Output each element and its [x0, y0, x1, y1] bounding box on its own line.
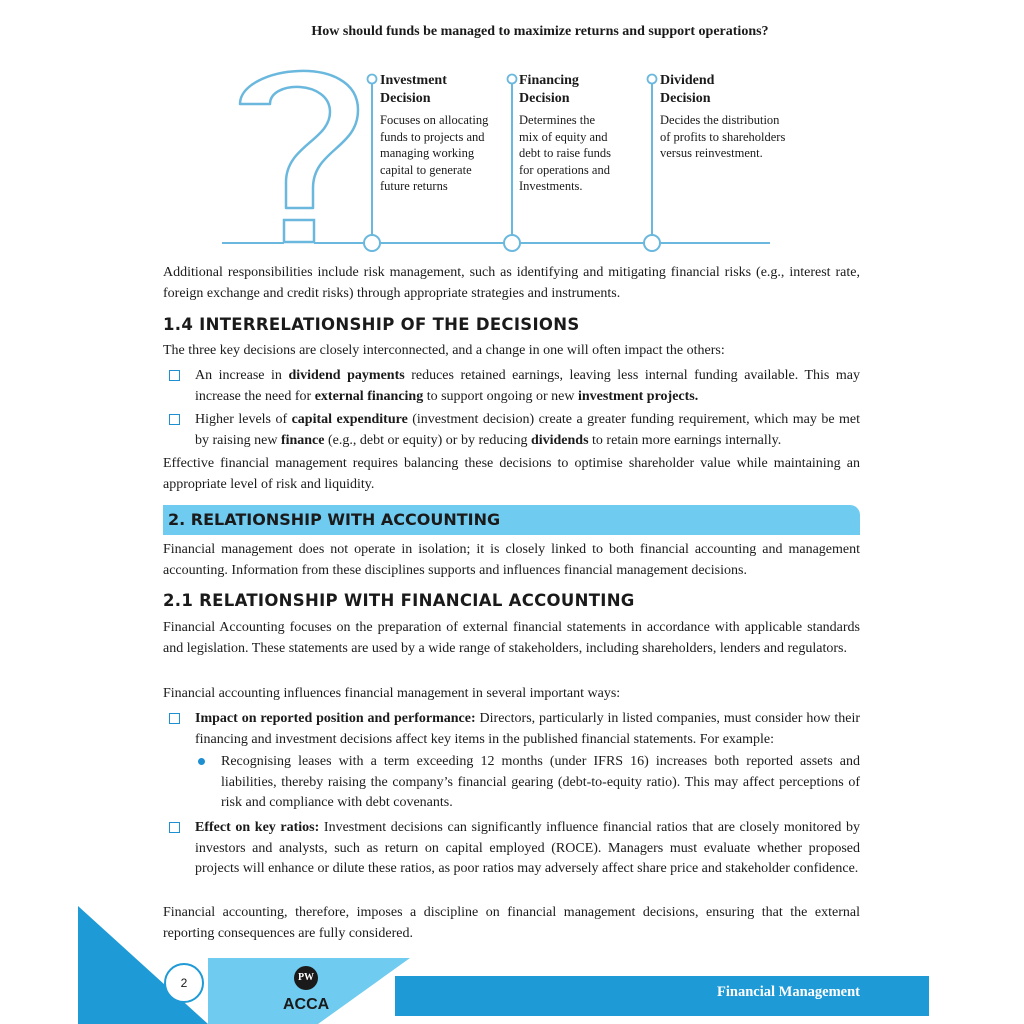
sub-bullet-item: Recognising leases with a term exceeding 12 months (under IFRS 16) increases both reported assets and liabilities, thereby raising the company’s financial gearing (debt-to-equity ratio). This may affect perceptions of risk and compliance with debt covenants. [221, 754, 860, 810]
section-banner [163, 505, 860, 535]
checkbox-bullet-icon [169, 822, 180, 833]
desc-line: debt to raise funds [519, 146, 611, 160]
section-lead: The three key decisions are closely interconnected, and a change in one will often impact the others: [163, 343, 725, 358]
page-question: How should funds be managed to maximize returns and support operations? [311, 24, 769, 39]
bullet-item: Impact on reported position and performance: Directors, particularly in listed companies, must consider how their financing and investment decisions affect key items in the published financial statements. For example: [195, 711, 861, 747]
decision-description [519, 112, 647, 195]
decision-title: Financing [519, 73, 579, 88]
page-number: 2 [164, 963, 204, 1003]
desc-line: Investments. [519, 179, 583, 193]
desc-line: Determines the [519, 113, 596, 127]
decision-description [660, 112, 820, 162]
investment-decision [380, 72, 508, 195]
checkbox-bullet-icon [169, 414, 180, 425]
section-closing: Effective financial management requires balancing these decisions to optimise shareholder value while maintaining an appropriate level of risk and liquidity. [163, 456, 860, 492]
acca-brand: ACCA [283, 996, 330, 1013]
intro-paragraph: Additional responsibilities include risk management, such as identifying and mitigating financial risks (e.g., interest rate, foreign exchange and credit risks) through appropriate strategies and instruments. [163, 265, 860, 301]
decision-title: Decision [519, 91, 570, 106]
desc-line: future returns [380, 179, 448, 193]
pw-logo-icon: PW [294, 966, 318, 990]
desc-line: of profits to shareholders [660, 129, 786, 144]
section-closing: Financial accounting, therefore, imposes a discipline on financial management decisions, ensuring that the external reporting consequences are fully considered. [163, 905, 860, 941]
decision-title: Decision [380, 91, 431, 106]
section-heading: 1.4 INTERRELATIONSHIP OF THE DECISIONS [163, 315, 580, 334]
desc-line: Decides the distribution [660, 113, 780, 127]
desc-line: Focuses on allocating [380, 113, 489, 127]
desc-line: mix of equity and [519, 129, 608, 144]
bullet-item: An increase in dividend payments reduces retained earnings, leaving less internal funding available. This may increase the need for external financing to support ongoing or new investment projects. [195, 368, 861, 404]
circle-bullet-icon [198, 758, 205, 765]
desc-line: capital to generate [380, 162, 472, 177]
section-paragraph: Financial management does not operate in isolation; it is closely linked to both financial accounting and management accounting. Information from these disciplines supports and influences financial management decisions. [163, 542, 860, 578]
footer-book-title: Financial Management [717, 984, 860, 1000]
decision-title: Decision [660, 91, 711, 106]
section-paragraph: Financial accounting influences financial management in several important ways: [163, 686, 621, 701]
dividend-decision [660, 72, 820, 162]
section-paragraph: Financial Accounting focuses on the preparation of external financial statements in accordance with applicable standards and legislation. These statements are used by a wide range of stakeholders, including shareholders, lenders and regulators. [163, 620, 860, 656]
desc-line: versus reinvestment. [660, 146, 763, 160]
decision-description [380, 112, 508, 195]
desc-line: managing working [380, 146, 475, 160]
decision-title: Dividend [660, 73, 715, 88]
checkbox-bullet-icon [169, 713, 180, 724]
desc-line: for operations and [519, 162, 610, 177]
decision-title: Investment [380, 73, 447, 88]
checkbox-bullet-icon [169, 370, 180, 381]
bullet-item: Effect on key ratios: Investment decisions can significantly influence financial ratios that are closely monitored by investors and analysts, such as return on capital employed (ROCE). Managers must evaluate whether proposed projects will enhance or dilute these ratios, as poor ratios may adversely affect share price and stakeholder confidence. [195, 820, 860, 876]
financing-decision [519, 72, 647, 195]
desc-line: funds to projects and [380, 129, 485, 144]
bullet-item: Higher levels of capital expenditure (investment decision) create a greater funding requirement, which may be met by raising new finance (e.g., debt or equity) or by reducing dividends to retain more earnings internally. [195, 412, 860, 448]
section-heading: 2.1 RELATIONSHIP WITH FINANCIAL ACCOUNTING [163, 591, 635, 610]
section-heading: 2. RELATIONSHIP WITH ACCOUNTING [168, 510, 501, 529]
